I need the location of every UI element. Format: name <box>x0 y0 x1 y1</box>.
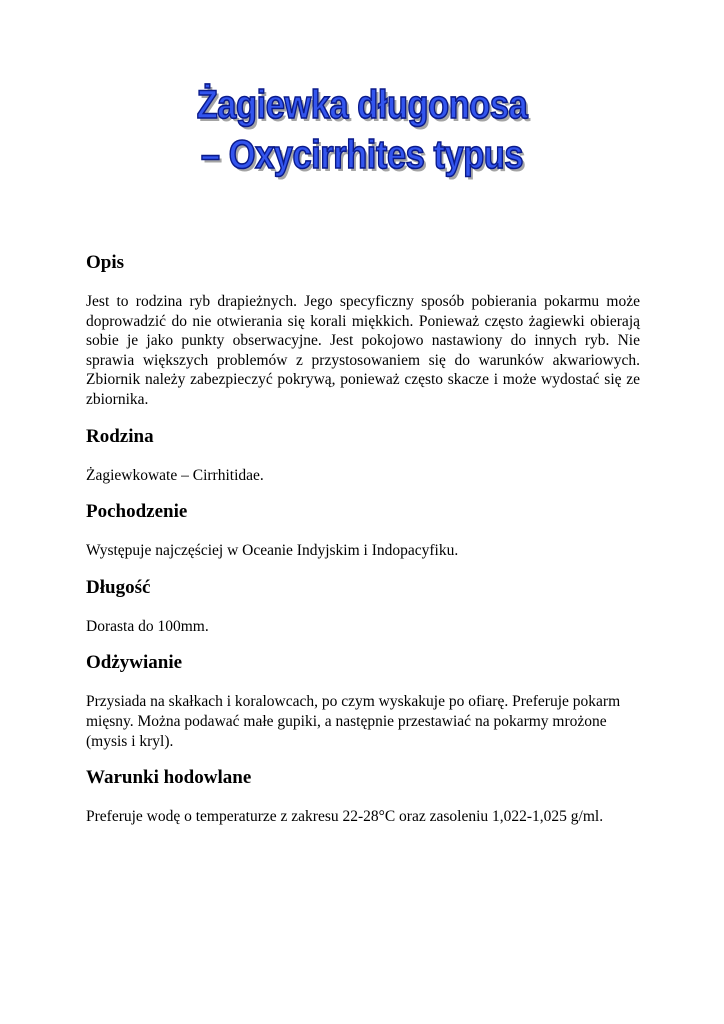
section-text: Przysiada na skałkach i koralowcach, po czym wyskakuje po ofiarę. Preferuje pokarm mięsny. Można podawać małe gupiki, a następnie przestawiać na pokarmy mrożone (mysis i kryl). <box>86 693 621 750</box>
section-text: Dorasta do 100mm. <box>86 617 209 635</box>
page-title <box>51 80 674 180</box>
title-line-1: Żagiewka długonosa <box>196 83 528 127</box>
section-rodzina <box>86 426 640 486</box>
section-heading: Pochodzenie <box>86 501 188 523</box>
document-body <box>86 252 640 843</box>
section-text: Preferuje wodę o temperaturze z zakresu 22-28°C oraz zasoleniu 1,022-1,025 g/ml. <box>86 808 604 826</box>
section-heading: Warunki hodowlane <box>86 767 252 789</box>
section-warunki-hodowlane <box>86 767 640 827</box>
section-odzywianie <box>86 652 640 751</box>
section-text: Występuje najczęściej w Oceanie Indyjskim i Indopacyfiku. <box>86 542 459 560</box>
section-text: Żagiewkowate – Cirrhitidae. <box>86 466 264 484</box>
section-heading: Rodzina <box>86 425 154 447</box>
section-text: Jest to rodzina ryb drapieżnych. Jego specyficzny sposób pobierania pokarmu może doprowadzić do nie otwierania się korali miękkich. Ponieważ często żagiewki obierają sobie je jako punkty obserwacyjne. Jest pokojowo nastawiony do innych ryb. Nie sprawia większych problemów z przystosowaniem się do warunków akwariowych. Zbiornik należy zabezpieczyć pokrywą, ponieważ często skacze i może wydostać się ze zbiornika. <box>86 293 640 408</box>
section-dlugosc <box>86 577 640 637</box>
section-opis <box>86 252 640 410</box>
section-pochodzenie <box>86 501 640 561</box>
section-heading: Odżywianie <box>86 652 183 674</box>
title-line-2: – Oxycirrhites typus <box>200 133 524 177</box>
section-heading: Opis <box>86 252 125 273</box>
section-heading: Długość <box>86 576 151 598</box>
